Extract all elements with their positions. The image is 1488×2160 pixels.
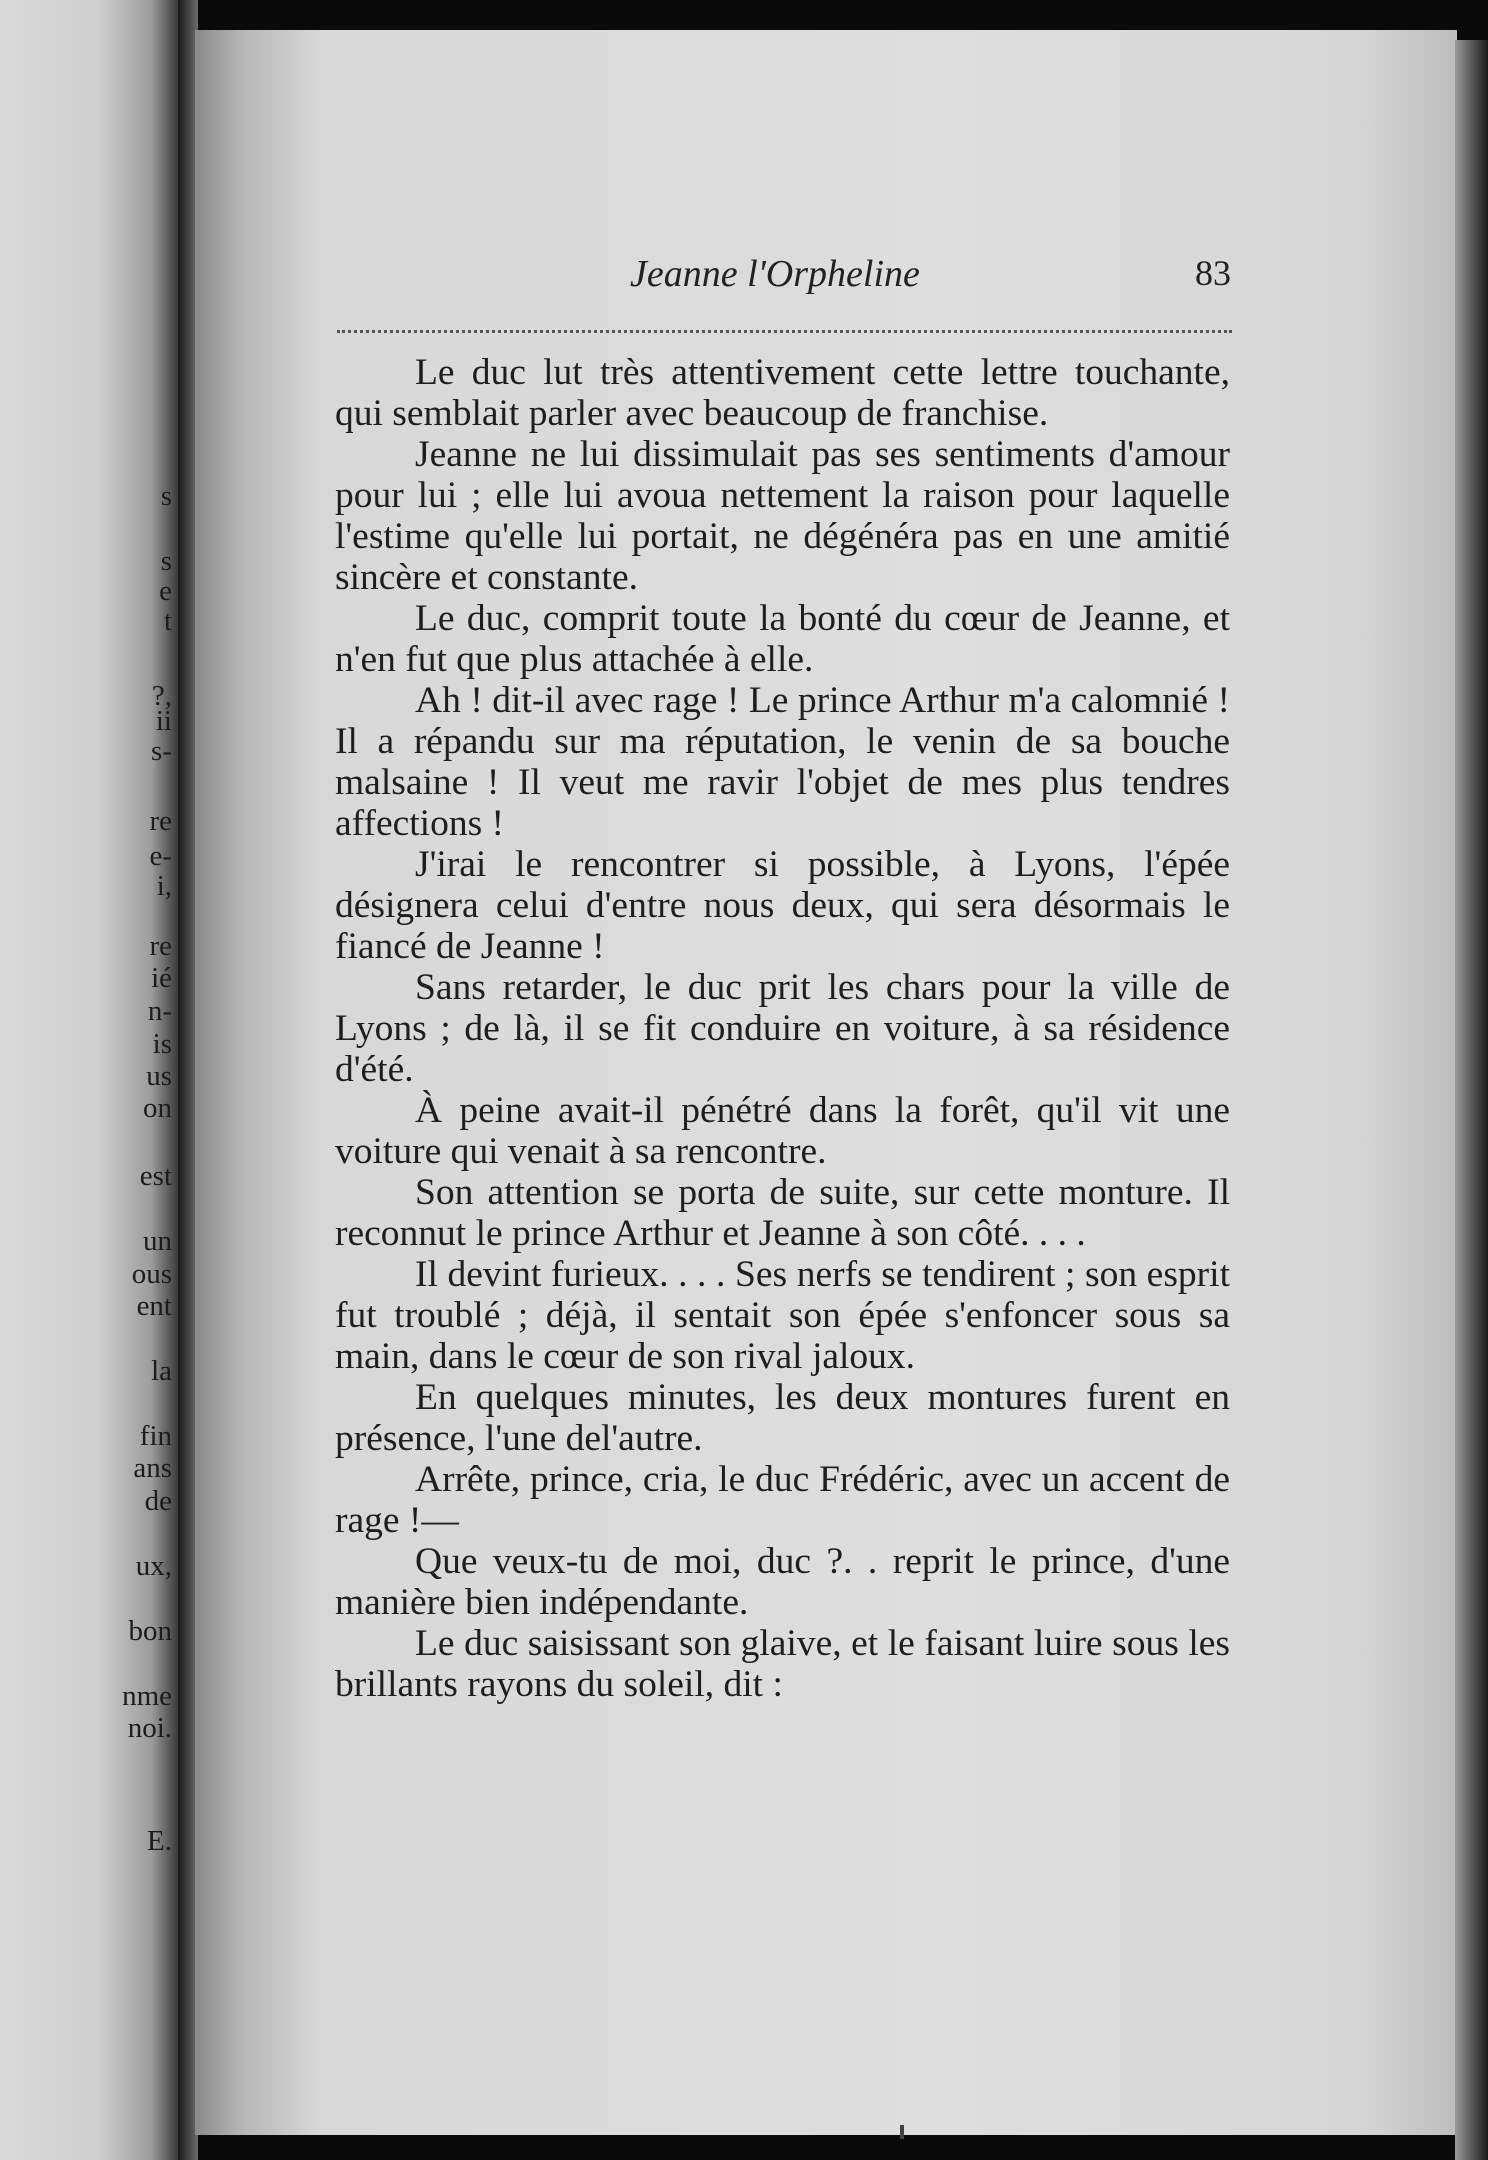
fragment: E.	[147, 1825, 172, 1857]
previous-page-text-fragments	[112, 0, 172, 2160]
fragment: bon	[128, 1615, 172, 1647]
fragment: e-	[149, 840, 172, 872]
body-text	[335, 352, 1230, 1705]
paragraph: Son attention se porta de suite, sur cette monture. Il reconnut le prince Arthur et Jeanne à son côté. . . .	[335, 1172, 1230, 1254]
fragment: us	[146, 1060, 172, 1092]
fragment: nme	[122, 1680, 172, 1712]
fragment: n-	[147, 995, 172, 1027]
fragment: ii	[155, 705, 172, 737]
fragment: re	[149, 930, 172, 962]
book-page	[195, 30, 1457, 2135]
previous-page-edge	[0, 0, 178, 2160]
paragraph: Le duc lut très attentivement cette lettre touchante, qui semblait parler avec beaucoup de franchise.	[335, 352, 1230, 434]
fragment: re	[149, 805, 172, 837]
fragment: ?,	[151, 680, 172, 712]
paragraph: En quelques minutes, les deux montures furent en présence, l'une del'autre.	[335, 1377, 1230, 1459]
paragraph: Sans retarder, le duc prit les chars pour la ville de Lyons ; de là, il se fit conduire en voiture, à sa résidence d'été.	[335, 967, 1230, 1090]
fragment: ous	[131, 1258, 172, 1290]
page-number: 83	[1195, 253, 1231, 293]
fragment: de	[144, 1485, 172, 1517]
paragraph: Que veux-tu de moi, duc ?. . reprit le prince, d'une manière bien indépendante.	[335, 1541, 1230, 1623]
fragment: s	[160, 545, 172, 577]
fragment: fin	[139, 1420, 172, 1452]
fragment: ans	[133, 1452, 172, 1484]
paragraph: Ah ! dit-il avec rage ! Le prince Arthur m'a calomnié ! Il a répandu sur ma réputation, le venin de sa bouche malsaine ! Il veut me ravir l'objet de mes plus tendres affections !	[335, 680, 1230, 844]
fragment: s	[160, 480, 172, 512]
paragraph: À peine avait-il pénétré dans la forêt, qu'il vit une voiture qui venait à sa rencontre.	[335, 1090, 1230, 1172]
running-header	[195, 238, 1457, 298]
fragment: ux,	[135, 1550, 172, 1582]
fragment: ent	[136, 1290, 172, 1322]
fragment: la	[151, 1355, 172, 1387]
fragment: est	[139, 1160, 172, 1192]
fragment: s-	[151, 735, 172, 767]
paragraph: Il devint furieux. . . . Ses nerfs se tendirent ; son esprit fut troublé ; déjà, il sentait son épée s'enfoncer sous sa main, dans le cœur de son rival jaloux.	[335, 1254, 1230, 1377]
fragment: t	[163, 605, 172, 637]
paragraph: Le duc saisissant son glaive, et le faisant luire sous les brillants rayons du soleil, dit :	[335, 1623, 1230, 1705]
paragraph: Le duc, comprit toute la bonté du cœur de Jeanne, et n'en fut que plus attachée à elle.	[335, 598, 1230, 680]
header-rule	[337, 330, 1232, 333]
scan-mark	[900, 2125, 904, 2139]
paragraph: Jeanne ne lui dissimulait pas ses sentiments d'amour pour lui ; elle lui avoua nettement la raison pour laquelle l'estime qu'elle lui portait, ne dégénéra pas en une amitié sincère et constante.	[335, 434, 1230, 598]
fragment: e	[159, 575, 172, 607]
fragment: ié	[151, 962, 172, 994]
fragment: on	[143, 1092, 172, 1124]
paragraph: Arrête, prince, cria, le duc Frédéric, avec un accent de rage !—	[335, 1459, 1230, 1541]
fragment: noi.	[127, 1712, 172, 1744]
fragment: is	[152, 1028, 172, 1060]
fragment: un	[143, 1225, 172, 1257]
running-title: Jeanne l'Orpheline	[630, 253, 920, 295]
paragraph: J'irai le rencontrer si possible, à Lyons, l'épée désignera celui d'entre nous deux, qui sera désormais le fiancé de Jeanne !	[335, 844, 1230, 967]
page-edge-shadow	[1455, 40, 1488, 2160]
fragment: i,	[156, 870, 172, 902]
